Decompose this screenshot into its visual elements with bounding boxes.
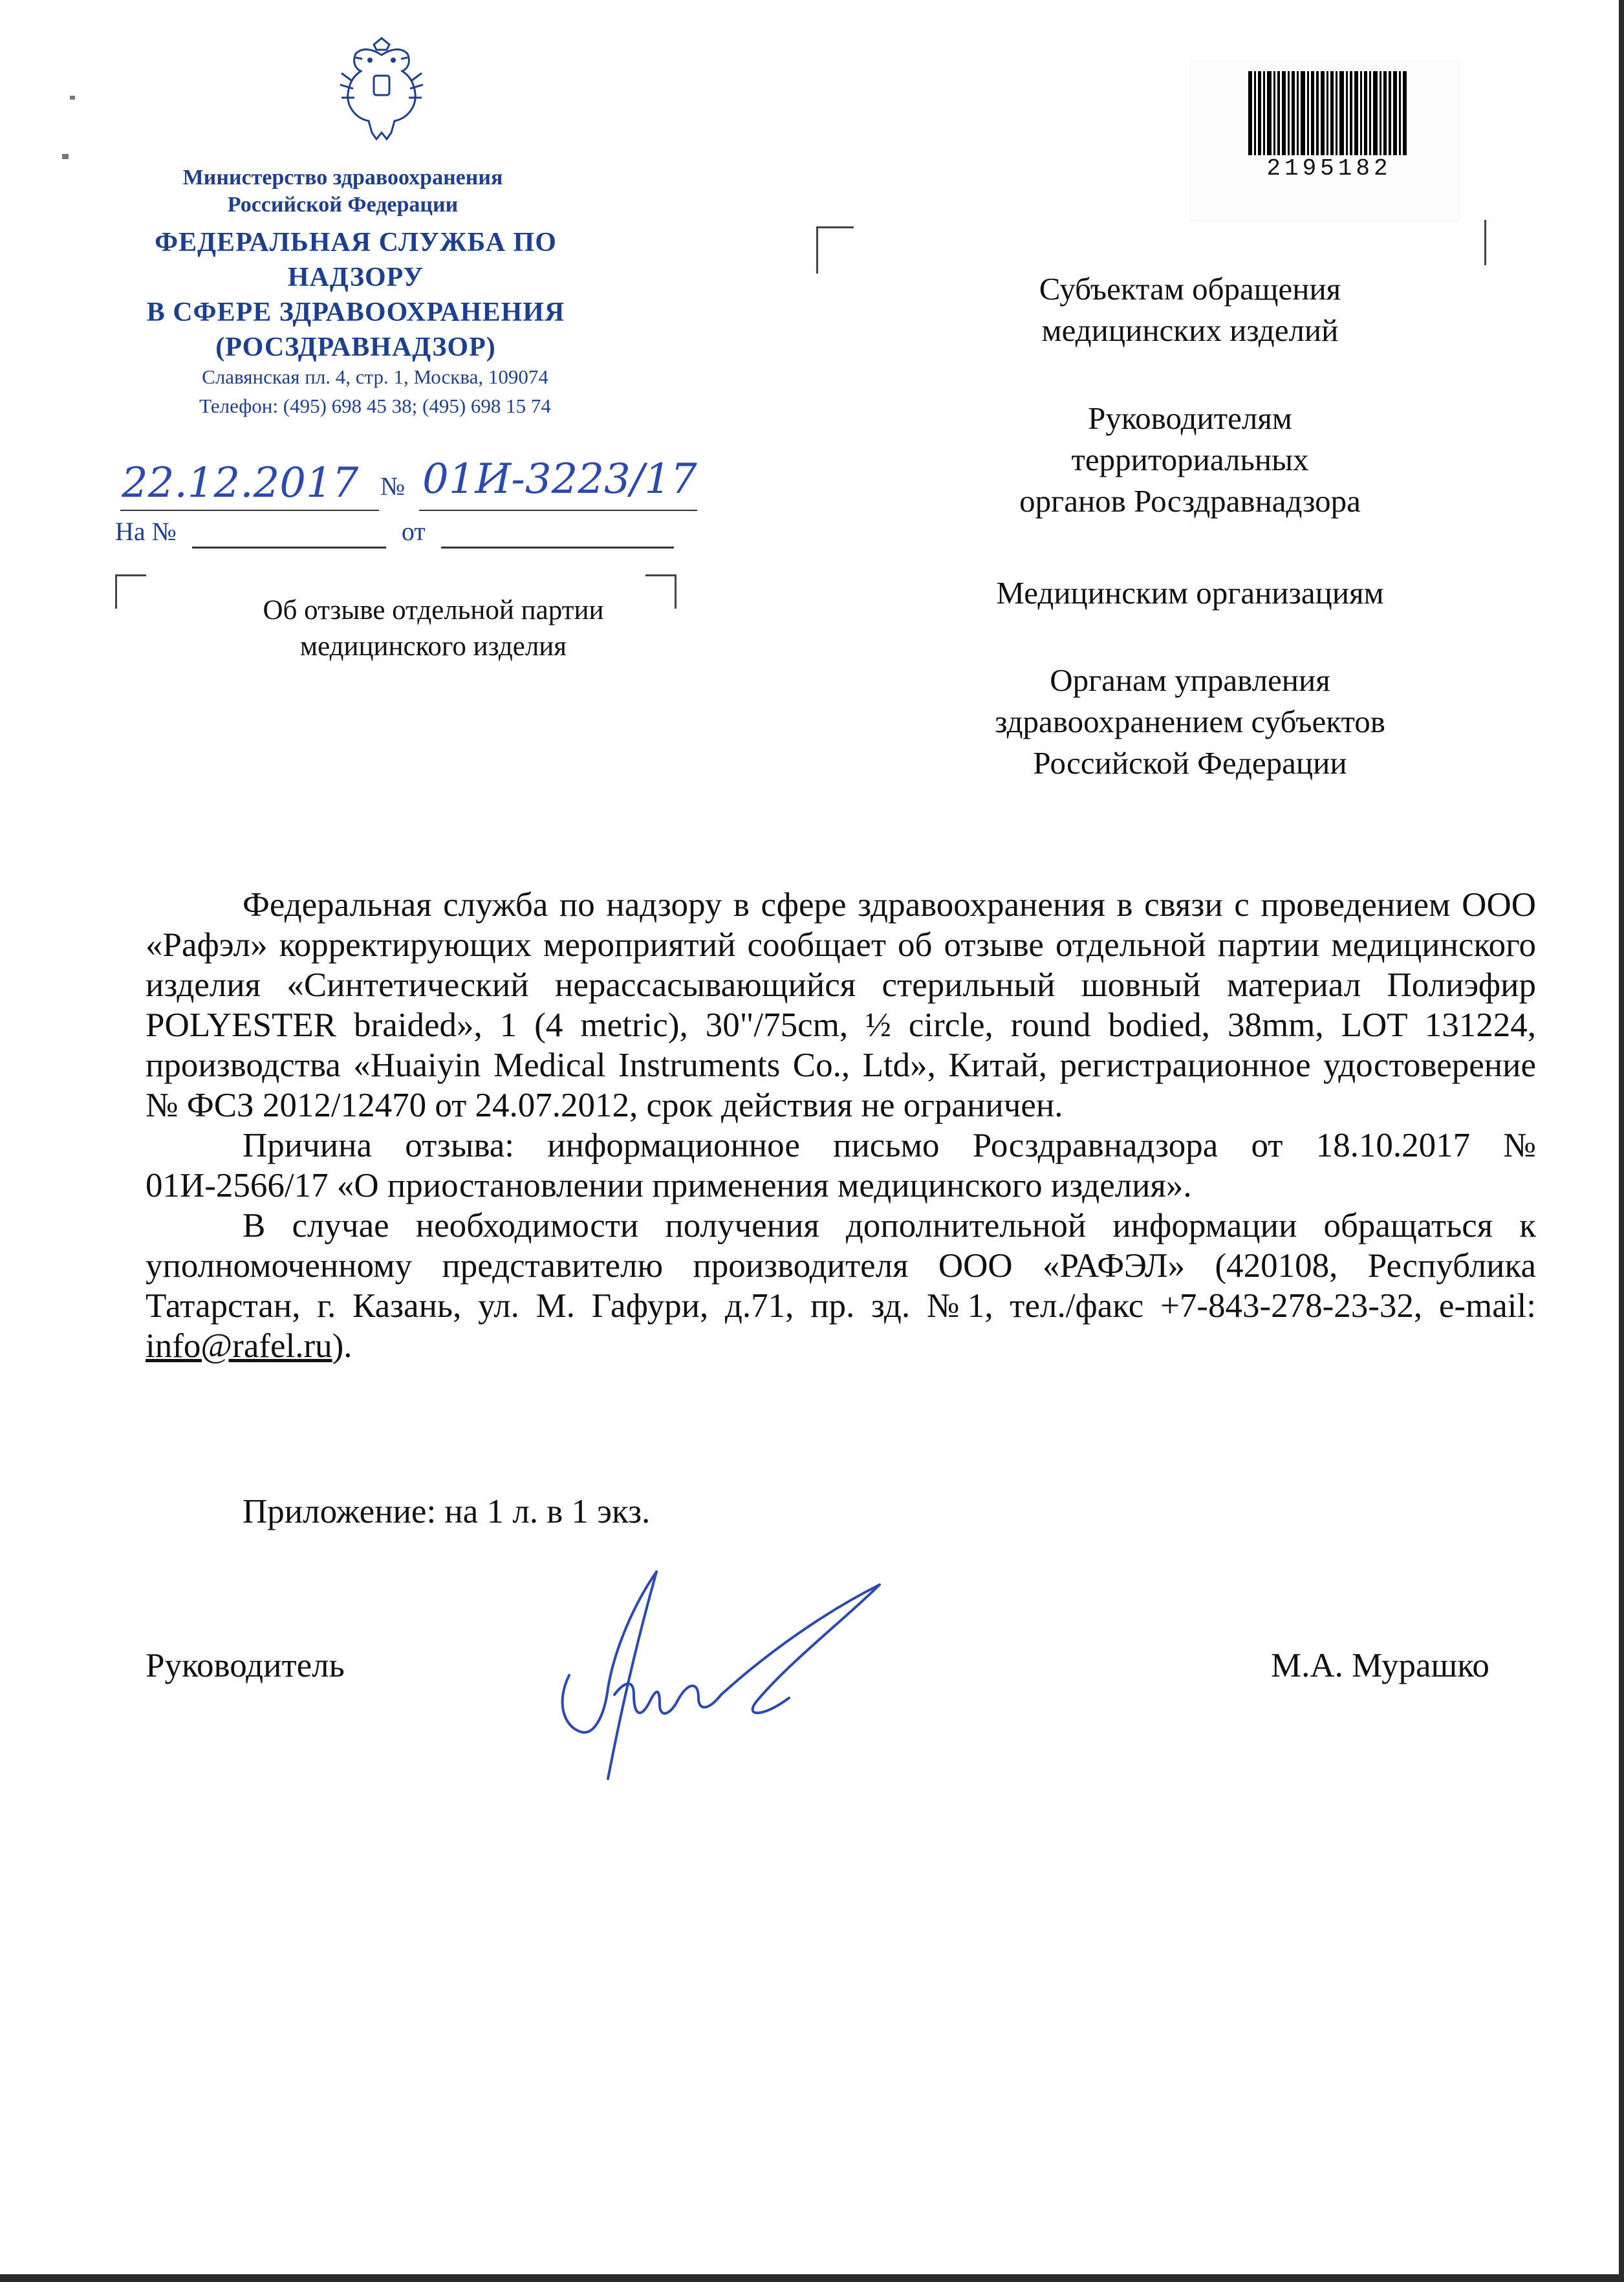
service-name (97, 225, 614, 365)
signer-name: М.А. Мурашко (1271, 1647, 1489, 1684)
service-address (139, 362, 611, 420)
recipient-group-3-line-1: Медицинским организациям (996, 575, 1384, 611)
scan-speck (62, 154, 69, 159)
attachment-text: Приложение: на 1 л. в 1 экз. (243, 1493, 651, 1530)
recipients-corner-right (1449, 220, 1486, 265)
double-headed-eagle-emblem (336, 36, 427, 152)
number-underline (419, 510, 697, 511)
outgoing-number-line (115, 455, 768, 511)
paragraph-3-text: В случае необходимости получения дополнительной информации обращаться к уполномоченному представителю производителя ООО «РАФЭЛ» (420108, Республика Татарстан, г. Казань, ул. М. Гафури, д.71, пр. зд. №1, тел./факс +7-843-278-23-32, e-mail: (146, 1207, 1536, 1325)
recipient-group-4-line-3: Российской Федерации (1033, 745, 1347, 781)
reply-from-label: от (401, 517, 426, 546)
number-label: № (380, 472, 406, 501)
recipient-group-2 (905, 398, 1475, 522)
signer-role: Руководитель (146, 1647, 345, 1684)
recipient-group-2-line-1: Руководителям (1088, 400, 1292, 436)
recipient-group-4-line-1: Органам управления (1050, 662, 1330, 698)
service-line-1: ФЕДЕРАЛЬНАЯ СЛУЖБА ПО НАДЗОРУ (155, 228, 557, 292)
recipient-group-1-line-1: Субъектам обращения (1039, 271, 1341, 307)
service-line-2: В СФЕРЕ ЗДРАВООХРАНЕНИЯ (146, 298, 565, 327)
scan-speck (70, 96, 75, 100)
date-underline (120, 510, 379, 511)
subject-corner-left (115, 574, 146, 609)
letter-subject (175, 592, 692, 665)
ministry-name (149, 164, 537, 219)
ministry-line-2: Российской Федерации (227, 193, 459, 217)
subject-line-2: медицинского изделия (299, 631, 567, 662)
outgoing-date: 22.12.2017 (122, 459, 359, 507)
address-line-2: Телефон: (495) 698 45 38; (495) 698 15 74 (199, 395, 551, 417)
reply-number-field (192, 516, 386, 549)
address-line-1: Славянская пл. 4, стр. 1, Москва, 109074 (202, 365, 548, 388)
handwritten-signature (543, 1565, 905, 1792)
barcode-image (1248, 71, 1410, 155)
outgoing-number: 01И-3223/17 (422, 455, 697, 503)
barcode-number: 2195182 (1266, 155, 1392, 182)
recipients-corner-left (816, 226, 854, 274)
reply-date-field (441, 516, 674, 549)
letter-body (146, 885, 1536, 1366)
scan-edge-bottom (0, 2274, 1624, 2282)
recipient-group-3 (905, 572, 1475, 614)
body-paragraph-3 (146, 1206, 1536, 1366)
subject-line-1: Об отзыве отдельной партии (263, 595, 604, 625)
recipient-group-1 (905, 268, 1475, 351)
body-paragraph-1: Федеральная служба по надзору в сфере здравоохранения в связи с проведением ООО «Рафэл» корректирующих мероприятий сообщает об отзыве отдельной партии медицинского изделия «Синтетический нерассасывающийся стерильный шовный материал Полиэфир POLYESTER braided», 1 (4 metric), 30"/75cm, ½ circle, round bodied, 38mm, LOT 131224, производства «Huaiyin Medical Instruments Co., Ltd», Китай, регистрационное удостоверение № ФСЗ 2012/12470 от 24.07.2012, срок действия не ограничен. (146, 886, 1536, 1124)
contact-email-link[interactable]: info@rafel.ru (146, 1327, 332, 1365)
recipient-group-2-line-3: органов Росздравнадзора (1019, 483, 1361, 519)
attachment-note (146, 1492, 1536, 1532)
recipient-group-4-line-2: здравоохранением субъектов (995, 704, 1385, 739)
scan-edge-right (1619, 0, 1624, 2282)
paragraph-3-end: ). (332, 1327, 352, 1365)
reply-number-label: На № (115, 517, 177, 546)
service-line-3: (РОСЗДРАВНАДЗОР) (215, 332, 496, 362)
reply-reference-line (115, 516, 697, 549)
ministry-line-1: Министерство здравоохранения (182, 166, 503, 190)
recipient-group-1-line-2: медицинских изделий (1041, 312, 1339, 348)
recipient-group-2-line-2: территориальных (1071, 442, 1309, 477)
body-paragraph-2: Причина отзыва: информационное письмо Росздравнадзора от 18.10.2017 № 01И-2566/17 «О приостановлении применения медицинского изделия». (146, 1127, 1536, 1204)
recipient-group-4 (905, 660, 1475, 784)
